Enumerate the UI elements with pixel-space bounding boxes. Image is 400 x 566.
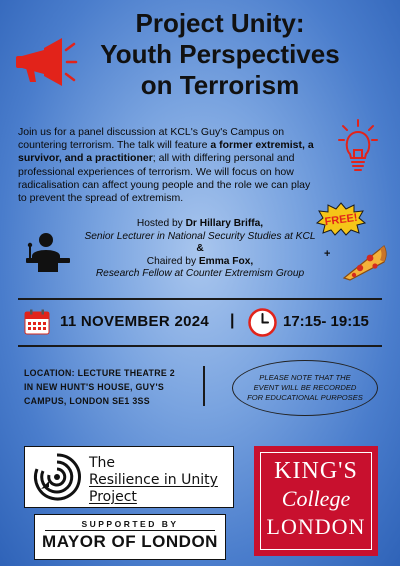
supported-by-label: SUPPORTED BY [81,519,179,529]
chaired-line [80,256,320,269]
megaphone-icon [14,34,78,90]
pizza-icon [340,240,388,282]
lightbulb-icon [338,118,378,174]
host-name: Dr Hillary Briffa, [185,218,264,229]
hosted-line [80,218,320,231]
resilience-logo-icon [31,451,83,503]
location-block [24,366,209,408]
location-divider [203,366,205,406]
riu-line-2: Resilience in Unity [89,472,218,488]
chaired-prefix: Chaired by [146,255,199,267]
host-block [80,218,320,281]
riu-line-3: Project [89,489,137,505]
intro-text-2: ; all with differing personal and professional experiences of terrorism. We will focus on how radicalisation can affect young people and the role we can play to prevent the spread of extremism. [18,152,311,205]
free-badge-label: FREE! [323,211,359,229]
ampersand: & [196,243,204,254]
plus-sign: + [324,248,331,260]
intro-paragraph [18,126,318,205]
kcl-line-1: KING'S [274,458,358,484]
intro-text-1: Join us for a panel discussion at KCL's Guy's Campus on countering terrorism. The talk will feature [18,126,285,152]
date-separator: | [230,312,235,329]
divider-top [18,298,382,300]
location-line-3: CAMPUS, LONDON SE1 3SS [24,396,150,406]
location-line-1: LOCATION: LECTURE THEATRE 2 [24,368,175,378]
free-badge-icon [316,202,366,236]
hosted-prefix: Hosted by [136,218,186,229]
resilience-in-unity-logo [24,446,234,508]
riu-line-1: The [89,455,116,471]
resilience-logo-text [89,455,218,506]
clock-icon [248,308,277,337]
title-line-1: Project Unity: [135,8,305,38]
location-line-2: IN NEW HUNT'S HOUSE, GUY'S [24,382,165,392]
mayor-of-london-logo [34,514,226,560]
recording-notice-text: PLEASE NOTE THAT THE EVENT WILL BE RECORDED FOR EDUCATIONAL PURPOSES [247,373,363,402]
kings-college-london-logo [254,446,378,556]
mayor-logo-rule [45,530,215,531]
divider-bottom [18,345,382,347]
chair-role: Research Fellow at Counter Extremism Group [95,268,305,279]
host-role: Senior Lecturer in National Security Studies at KCL [84,230,316,242]
intro-highlight: a former extremist, a survivor, and a practitioner [18,139,314,165]
kcl-line-2: College [281,486,351,511]
poster-title [70,8,370,101]
date-time-row [18,307,382,343]
speaker-podium-icon [22,232,74,272]
event-time: 17:15- 19:15 [283,313,369,330]
kcl-line-3: LONDON [266,514,366,539]
title-line-2: Youth Perspectives [100,39,340,69]
recording-notice [232,360,378,416]
event-date: 11 NOVEMBER 2024 [60,313,210,330]
mayor-of-london-text: MAYOR OF LONDON [42,532,218,551]
calendar-icon [24,309,50,335]
title-line-3: on Terrorism [140,70,300,100]
chair-name: Emma Fox, [198,255,254,267]
